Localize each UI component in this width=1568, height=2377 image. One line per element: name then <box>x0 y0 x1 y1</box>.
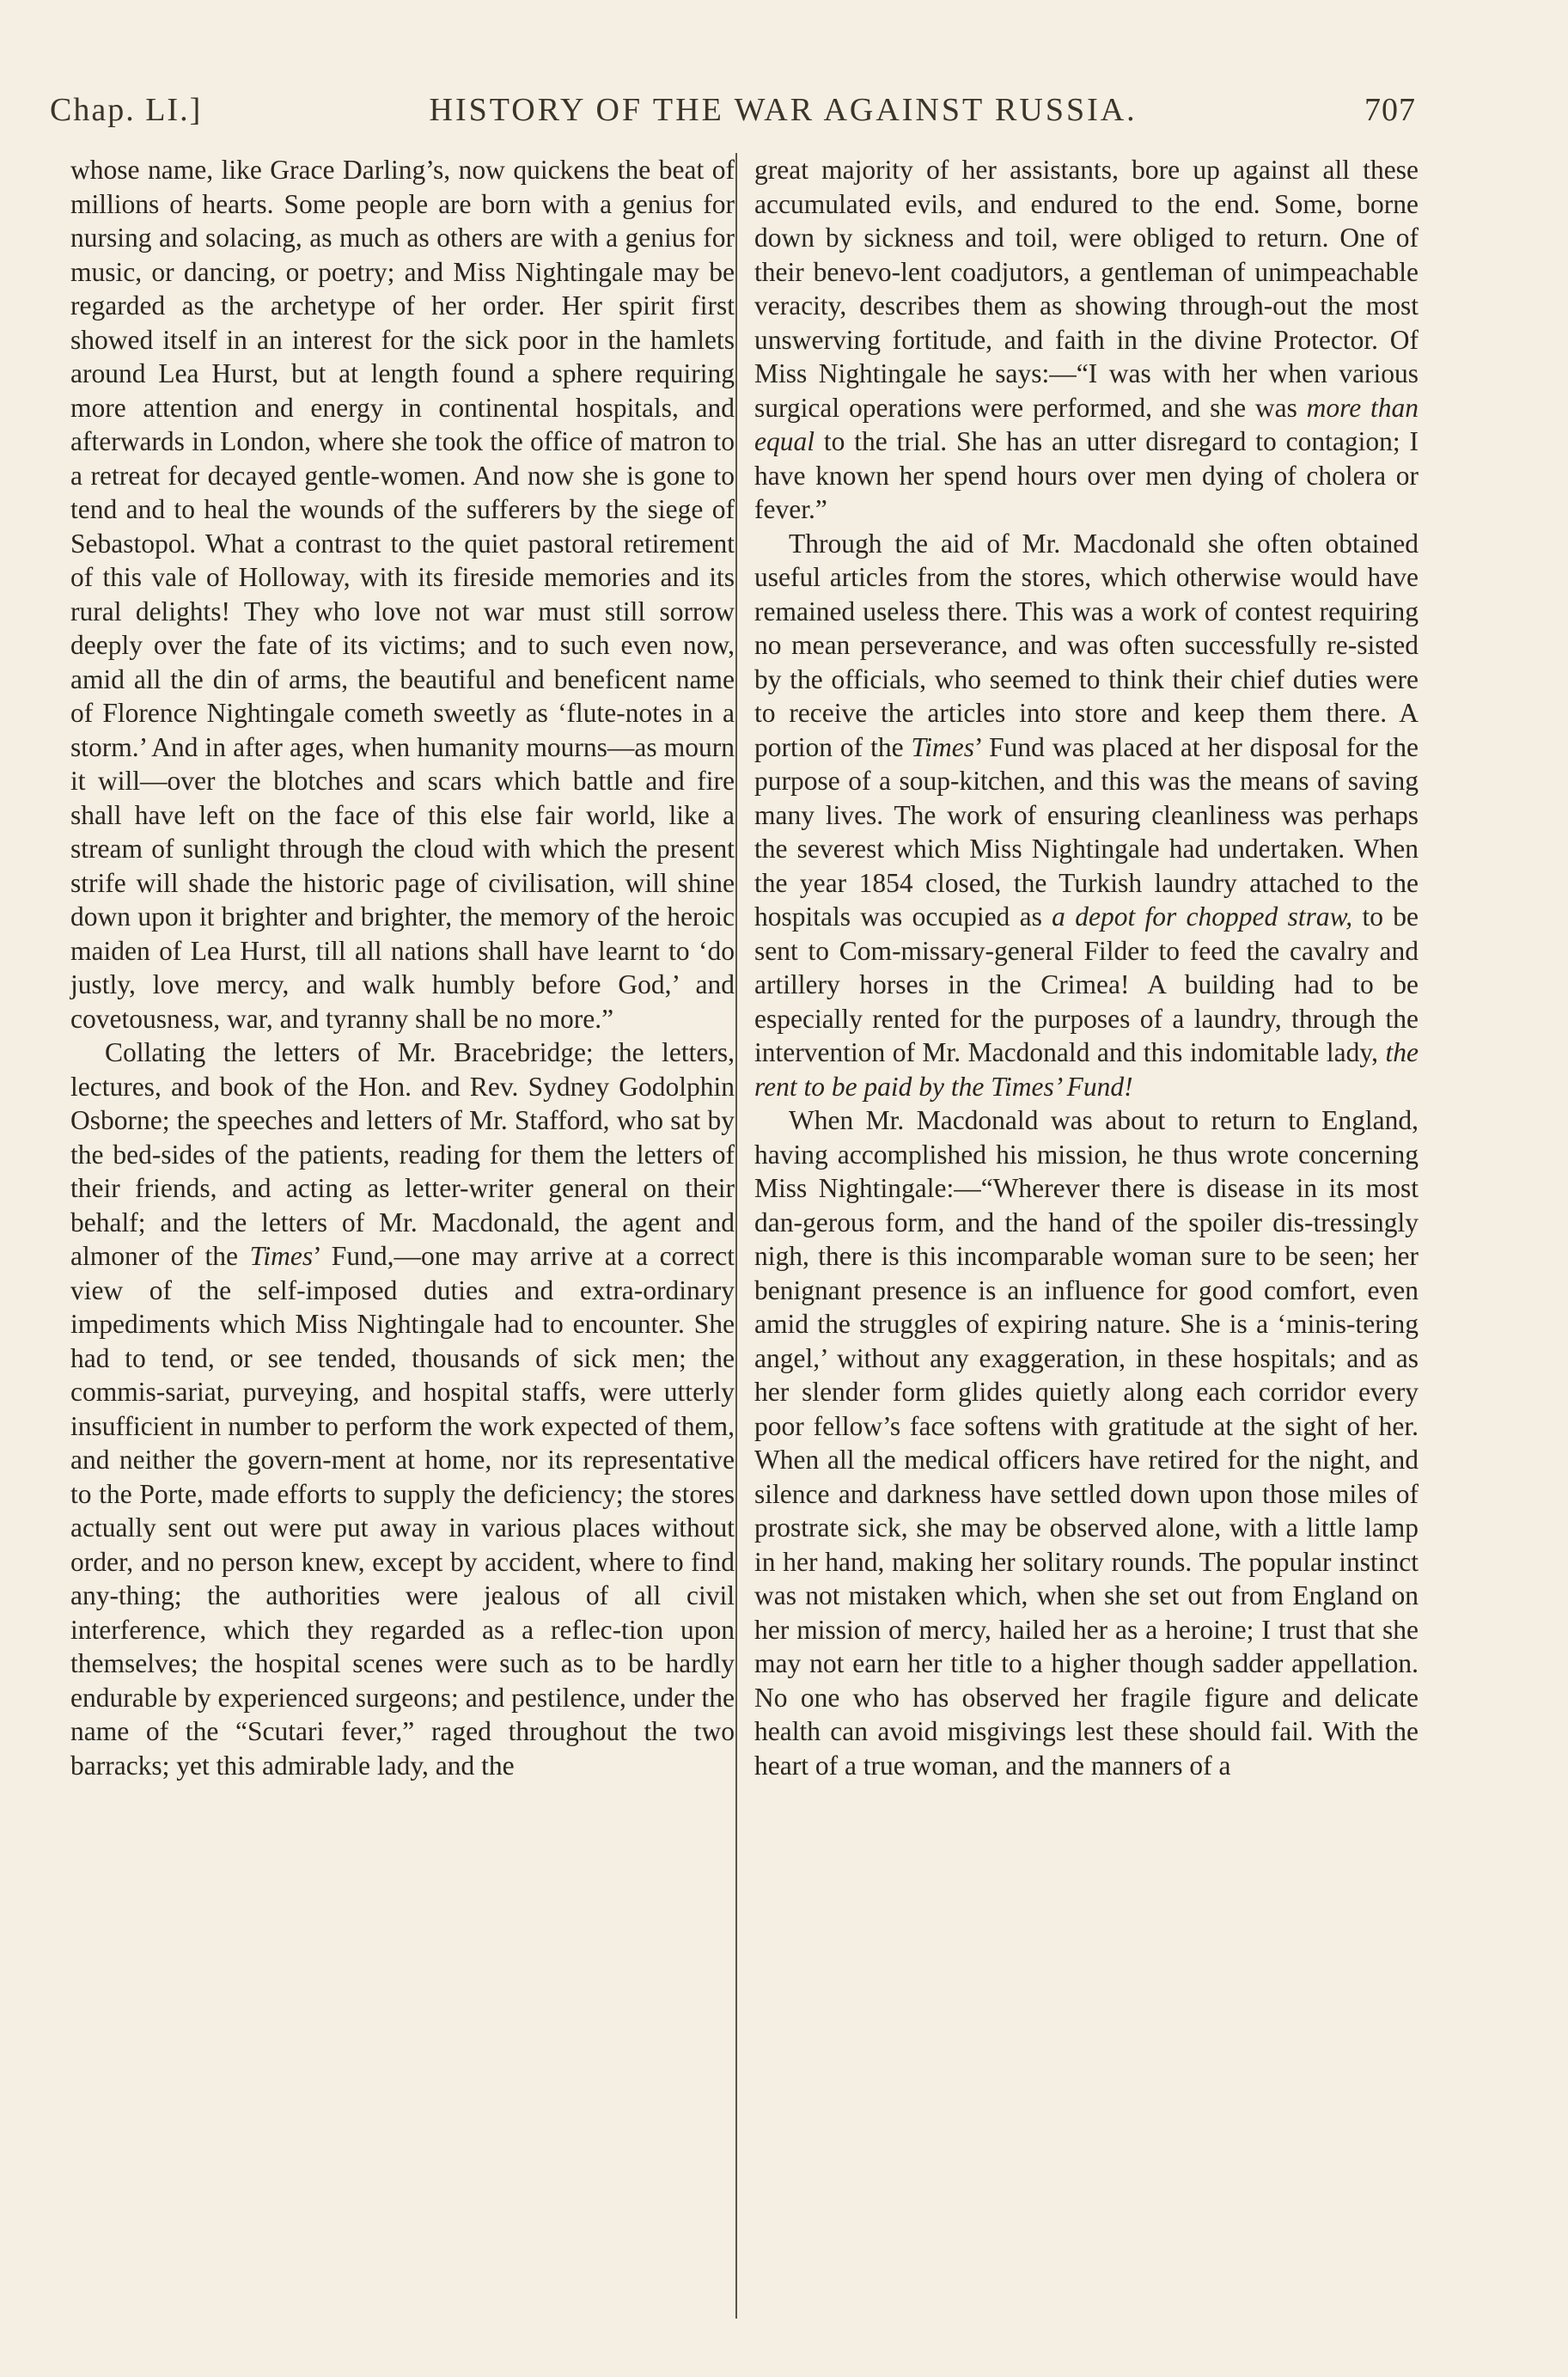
left-paragraph-1: whose name, like Grace Darling’s, now quickens the beat of millions of hearts. Some people are born with a genius for nursing and solacing, as much as others are with a genius for music, or dancing, or poetry; and Miss Nightingale may be regarded as the archetype of her order. Her spirit first showed itself in an interest for the sick poor in the hamlets around Lea Hurst, but at length found a sphere requiring more attention and energy in continental hospitals, and afterwards in London, where she took the office of matron to a retreat for decayed gentle-women. And now she is gone to tend and to heal the wounds of the sufferers by the siege of Sebastopol. What a contrast to the quiet pastoral retirement of this vale of Holloway, with its fireside memories and its rural delights! They who love not war must still sorrow deeply over the fate of its victims; and to such even now, amid all the din of arms, the beautiful and beneficent name of Florence Nightingale cometh sweetly as ‘flute-notes in a storm.’ And in after ages, when humanity mourns—as mourn it will—over the blotches and scars which battle and fire shall have left on the face of this else fair world, like a stream of sunlight through the cloud with which the present strife will shade the historic page of civilisation, will shine down upon it brighter and brighter, the memory of the heroic maiden of Lea Hurst, till all nations shall have learnt to ‘do justly, love mercy, and walk humbly before God,’ and covetousness, war, and tyranny shall be no more.” <box>70 155 735 1034</box>
page-number: 707 <box>1364 92 1416 128</box>
running-title: HISTORY OF THE WAR AGAINST RUSSIA. <box>429 92 1138 128</box>
right-paragraph-2: Through the aid of Mr. Macdonald she often obtained useful articles from the stores, which otherwise would have remained useless there. This was a work of contest requiring no mean perseverance, and was often successfully re-sisted by the officials, who seemed to think their chief duties were to receive the articles into store and keep them there. A portion of the Times’ Fund was placed at her disposal for the purpose of a soup-kitchen, and this was the means of saving many lives. The work of ensuring cleanliness was perhaps the severest which Miss Nightingale had undertaken. When the year 1854 closed, the Turkish laundry attached to the hospitals was occupied as a depot for chopped straw, to be sent to Com-missary-general Filder to feed the cavalry and artillery horses in the Crimea! A building had to be especially rented for the purposes of a laundry, through the intervention of Mr. Macdonald and this indomitable lady, the rent to be paid by the Times’ Fund! <box>754 528 1419 1102</box>
chapter-label: Chap. LI.] <box>50 92 203 128</box>
running-header <box>50 86 1416 134</box>
left-column <box>70 153 735 1782</box>
right-column <box>754 153 1419 1782</box>
left-paragraph-2: Collating the letters of Mr. Bracebridge; the letters, lectures, and book of the Hon. and Rev. Sydney Godolphin Osborne; the speeches and letters of Mr. Stafford, who sat by the bed-sides of the patients, reading for them the letters of their friends, and acting as letter-writer general on their behalf; and the letters of Mr. Macdonald, the agent and almoner of the Times’ Fund,—one may arrive at a correct view of the self-imposed duties and extra-ordinary impediments which Miss Nightingale had to encounter. She had to tend, or see tended, thousands of sick men; the commis-sariat, purveying, and hospital staffs, were utterly insufficient in number to perform the work expected of them, and neither the govern-ment at home, nor its representative to the Porte, made efforts to supply the deficiency; the stores actually sent out were put away in various places without order, and no person knew, except by accident, where to find any-thing; the authorities were jealous of all civil interference, which they regarded as a reflec-tion upon themselves; the hospital scenes were such as to be hardly endurable by experienced surgeons; and pestilence, under the name of the “Scutari fever,” raged throughout the two barracks; yet this admirable lady, and the <box>70 1037 735 1781</box>
right-paragraph-1: great majority of her assistants, bore up against all these accumulated evils, and endured to the end. Some, borne down by sickness and toil, were obliged to return. One of their benevo-lent coadjutors, a gentleman of unimpeachable veracity, describes them as showing through-out the most unswerving fortitude, and faith in the divine Protector. Of Miss Nightingale he says:—“I was with her when various surgical operations were performed, and she was more than equal to the trial. She has an utter disregard to contagion; I have known her spend hours over men dying of cholera or fever.” <box>754 155 1419 524</box>
right-paragraph-3: When Mr. Macdonald was about to return to England, having accomplished his mission, he thus wrote concerning Miss Nightingale:—“Wherever there is disease in its most dan-gerous form, and the hand of the spoiler dis-tressingly nigh, there is this incomparable woman sure to be seen; her benignant presence is an influence for good comfort, even amid the struggles of expiring nature. She is a ‘minis-tering angel,’ without any exaggeration, in these hospitals; and as her slender form glides quietly along each corridor every poor fellow’s face softens with gratitude at the sight of her. When all the medical officers have retired for the night, and silence and darkness have settled down upon those miles of prostrate sick, she may be observed alone, with a little lamp in her hand, making her solitary rounds. The popular instinct was not mistaken which, when she set out from England on her mission of mercy, hailed her as a heroine; I trust that she may not earn her title to a higher though sadder appellation. No one who has observed her fragile figure and delicate health can avoid misgivings lest these should fail. With the heart of a true woman, and the manners of a <box>754 1105 1419 1781</box>
column-divider <box>735 153 737 2319</box>
